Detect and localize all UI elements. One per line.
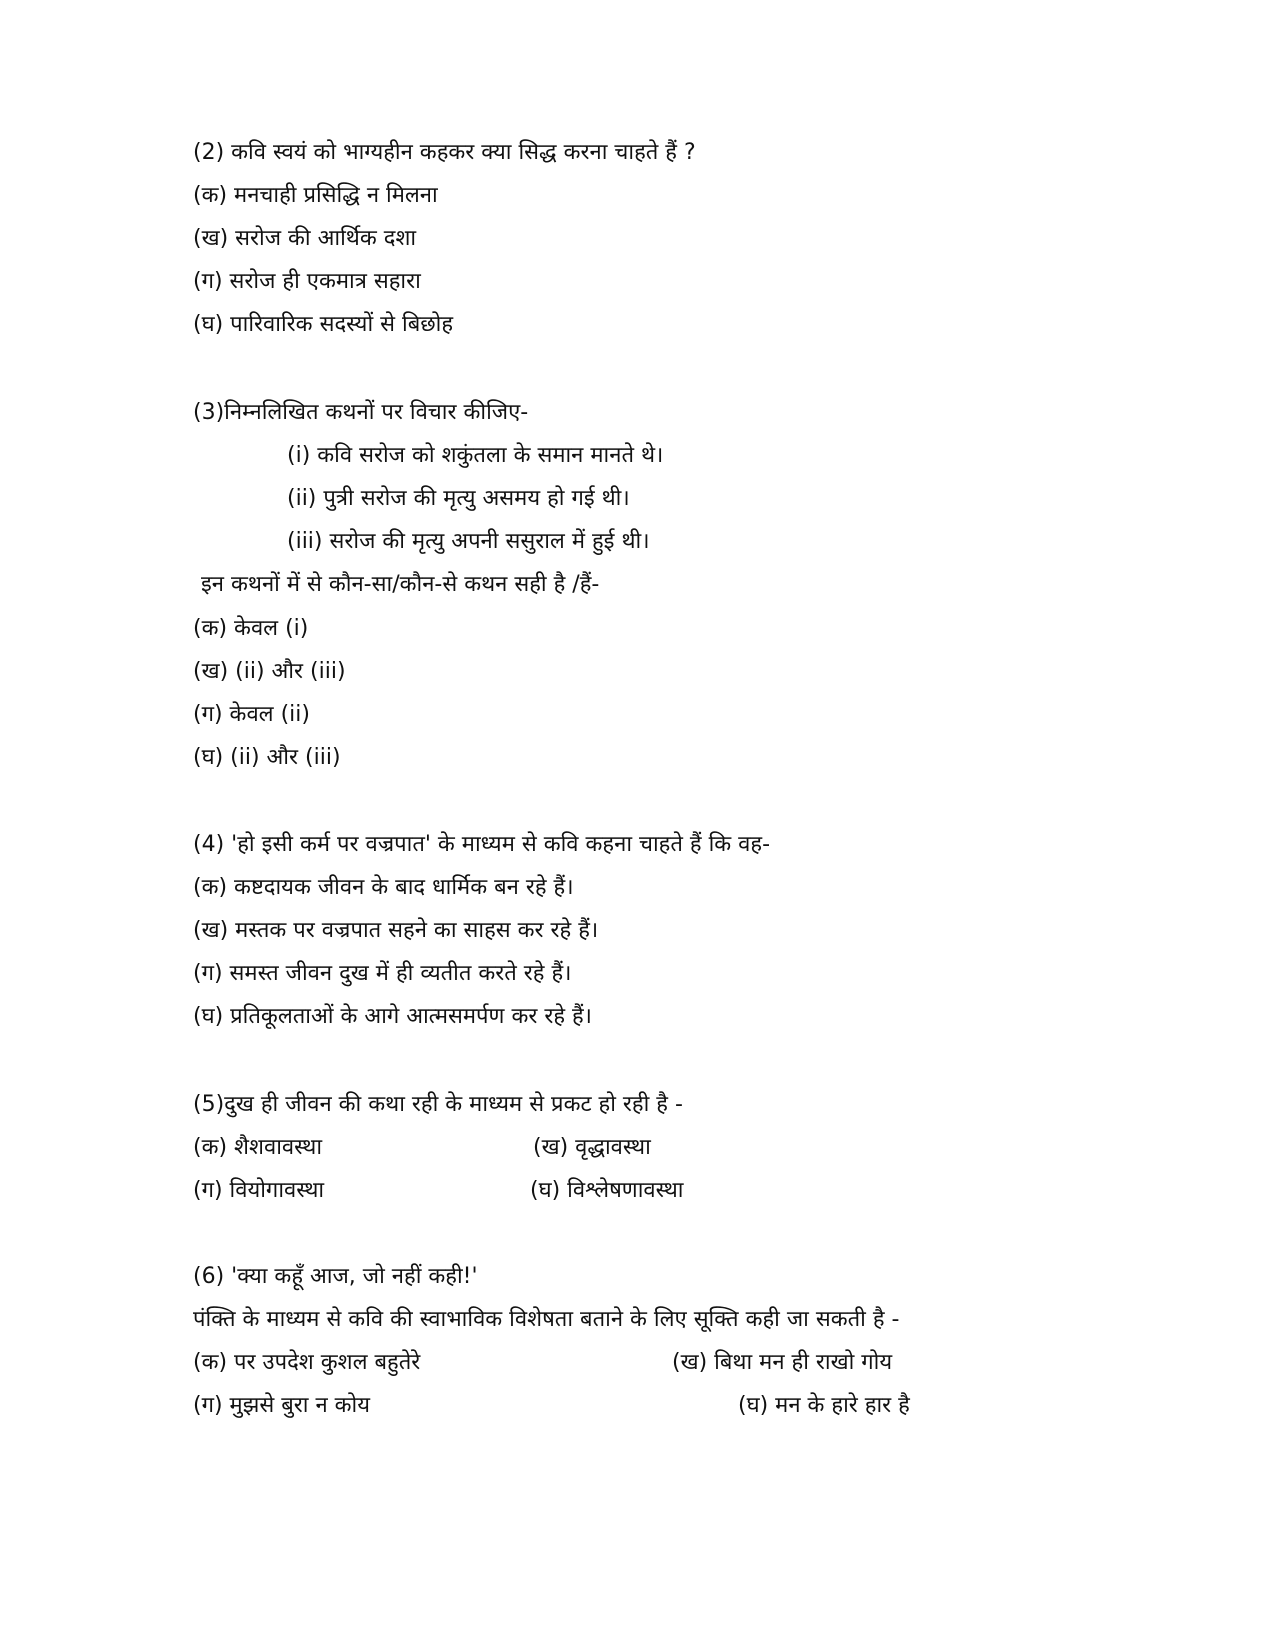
q6-option-ga: (ग) मुझसे बुरा न कोय: [193, 1393, 371, 1418]
q3-option-gha: (घ) (ii) और (iii): [193, 745, 341, 770]
q3-option-ga: (ग) केवल (ii): [193, 702, 310, 727]
q6-stem: (6) 'क्या कहूँ आज, जो नहीं कही!': [193, 1264, 478, 1289]
q3-option-kha: (ख) (ii) और (iii): [193, 659, 346, 684]
q2-stem: (2) कवि स्वयं को भाग्यहीन कहकर क्या सिद्ध करना चाहते हैं ?: [193, 140, 696, 165]
q6-option-gha: (घ) मन के हारे हार है: [738, 1393, 910, 1418]
q5-option-gha: (घ) विश्लेषणावस्था: [530, 1178, 684, 1203]
q5-option-kha: (ख) वृद्धावस्था: [533, 1135, 651, 1160]
q5-option-ga: (ग) वियोगावस्था: [193, 1178, 325, 1203]
q2-option-kha: (ख) सरोज की आर्थिक दशा: [193, 226, 417, 251]
q3-prompt: इन कथनों में से कौन-सा/कौन-से कथन सही है /हैं-: [201, 572, 600, 597]
q6-option-kha: (ख) बिथा मन ही राखो गोय: [672, 1350, 893, 1375]
q2-option-ga: (ग) सरोज ही एकमात्र सहारा: [193, 269, 421, 294]
q6-option-ka: (क) पर उपदेश कुशल बहुतेरे: [193, 1350, 421, 1375]
q3-statement-iii: (iii) सरोज की मृत्यु अपनी ससुराल में हुई थी।: [287, 529, 650, 554]
q4-option-ka: (क) कष्टदायक जीवन के बाद धार्मिक बन रहे हैं।: [193, 875, 574, 900]
q3-statement-i: (i) कवि सरोज को शकुंतला के समान मानते थे।: [287, 443, 664, 468]
q2-option-ka: (क) मनचाही प्रसिद्धि न मिलना: [193, 183, 438, 208]
q5-option-ka: (क) शैशवावस्था: [193, 1135, 323, 1160]
q5-stem: (5)दुख ही जीवन की कथा रही के माध्यम से प्रकट हो रही है -: [193, 1092, 683, 1117]
q4-stem: (4) 'हो इसी कर्म पर वज्रपात' के माध्यम से कवि कहना चाहते हैं कि वह-: [193, 832, 771, 857]
q2-option-gha: (घ) पारिवारिक सदस्यों से बिछोह: [193, 312, 454, 337]
q3-stem: (3)निम्नलिखित कथनों पर विचार कीजिए-: [193, 400, 529, 425]
q4-option-gha: (घ) प्रतिकूलताओं के आगे आत्मसमर्पण कर रहे हैं।: [193, 1004, 593, 1029]
q3-statement-ii: (ii) पुत्री सरोज की मृत्यु असमय हो गई थी।: [287, 486, 630, 511]
q3-option-ka: (क) केवल (i): [193, 616, 309, 641]
q4-option-ga: (ग) समस्त जीवन दुख में ही व्यतीत करते रहे हैं।: [193, 961, 572, 986]
q6-prompt: पंक्ति के माध्यम से कवि की स्वाभाविक विशेषता बताने के लिए सूक्ति कही जा सकती है -: [193, 1307, 900, 1332]
q4-option-kha: (ख) मस्तक पर वज्रपात सहने का साहस कर रहे हैं।: [193, 918, 599, 943]
